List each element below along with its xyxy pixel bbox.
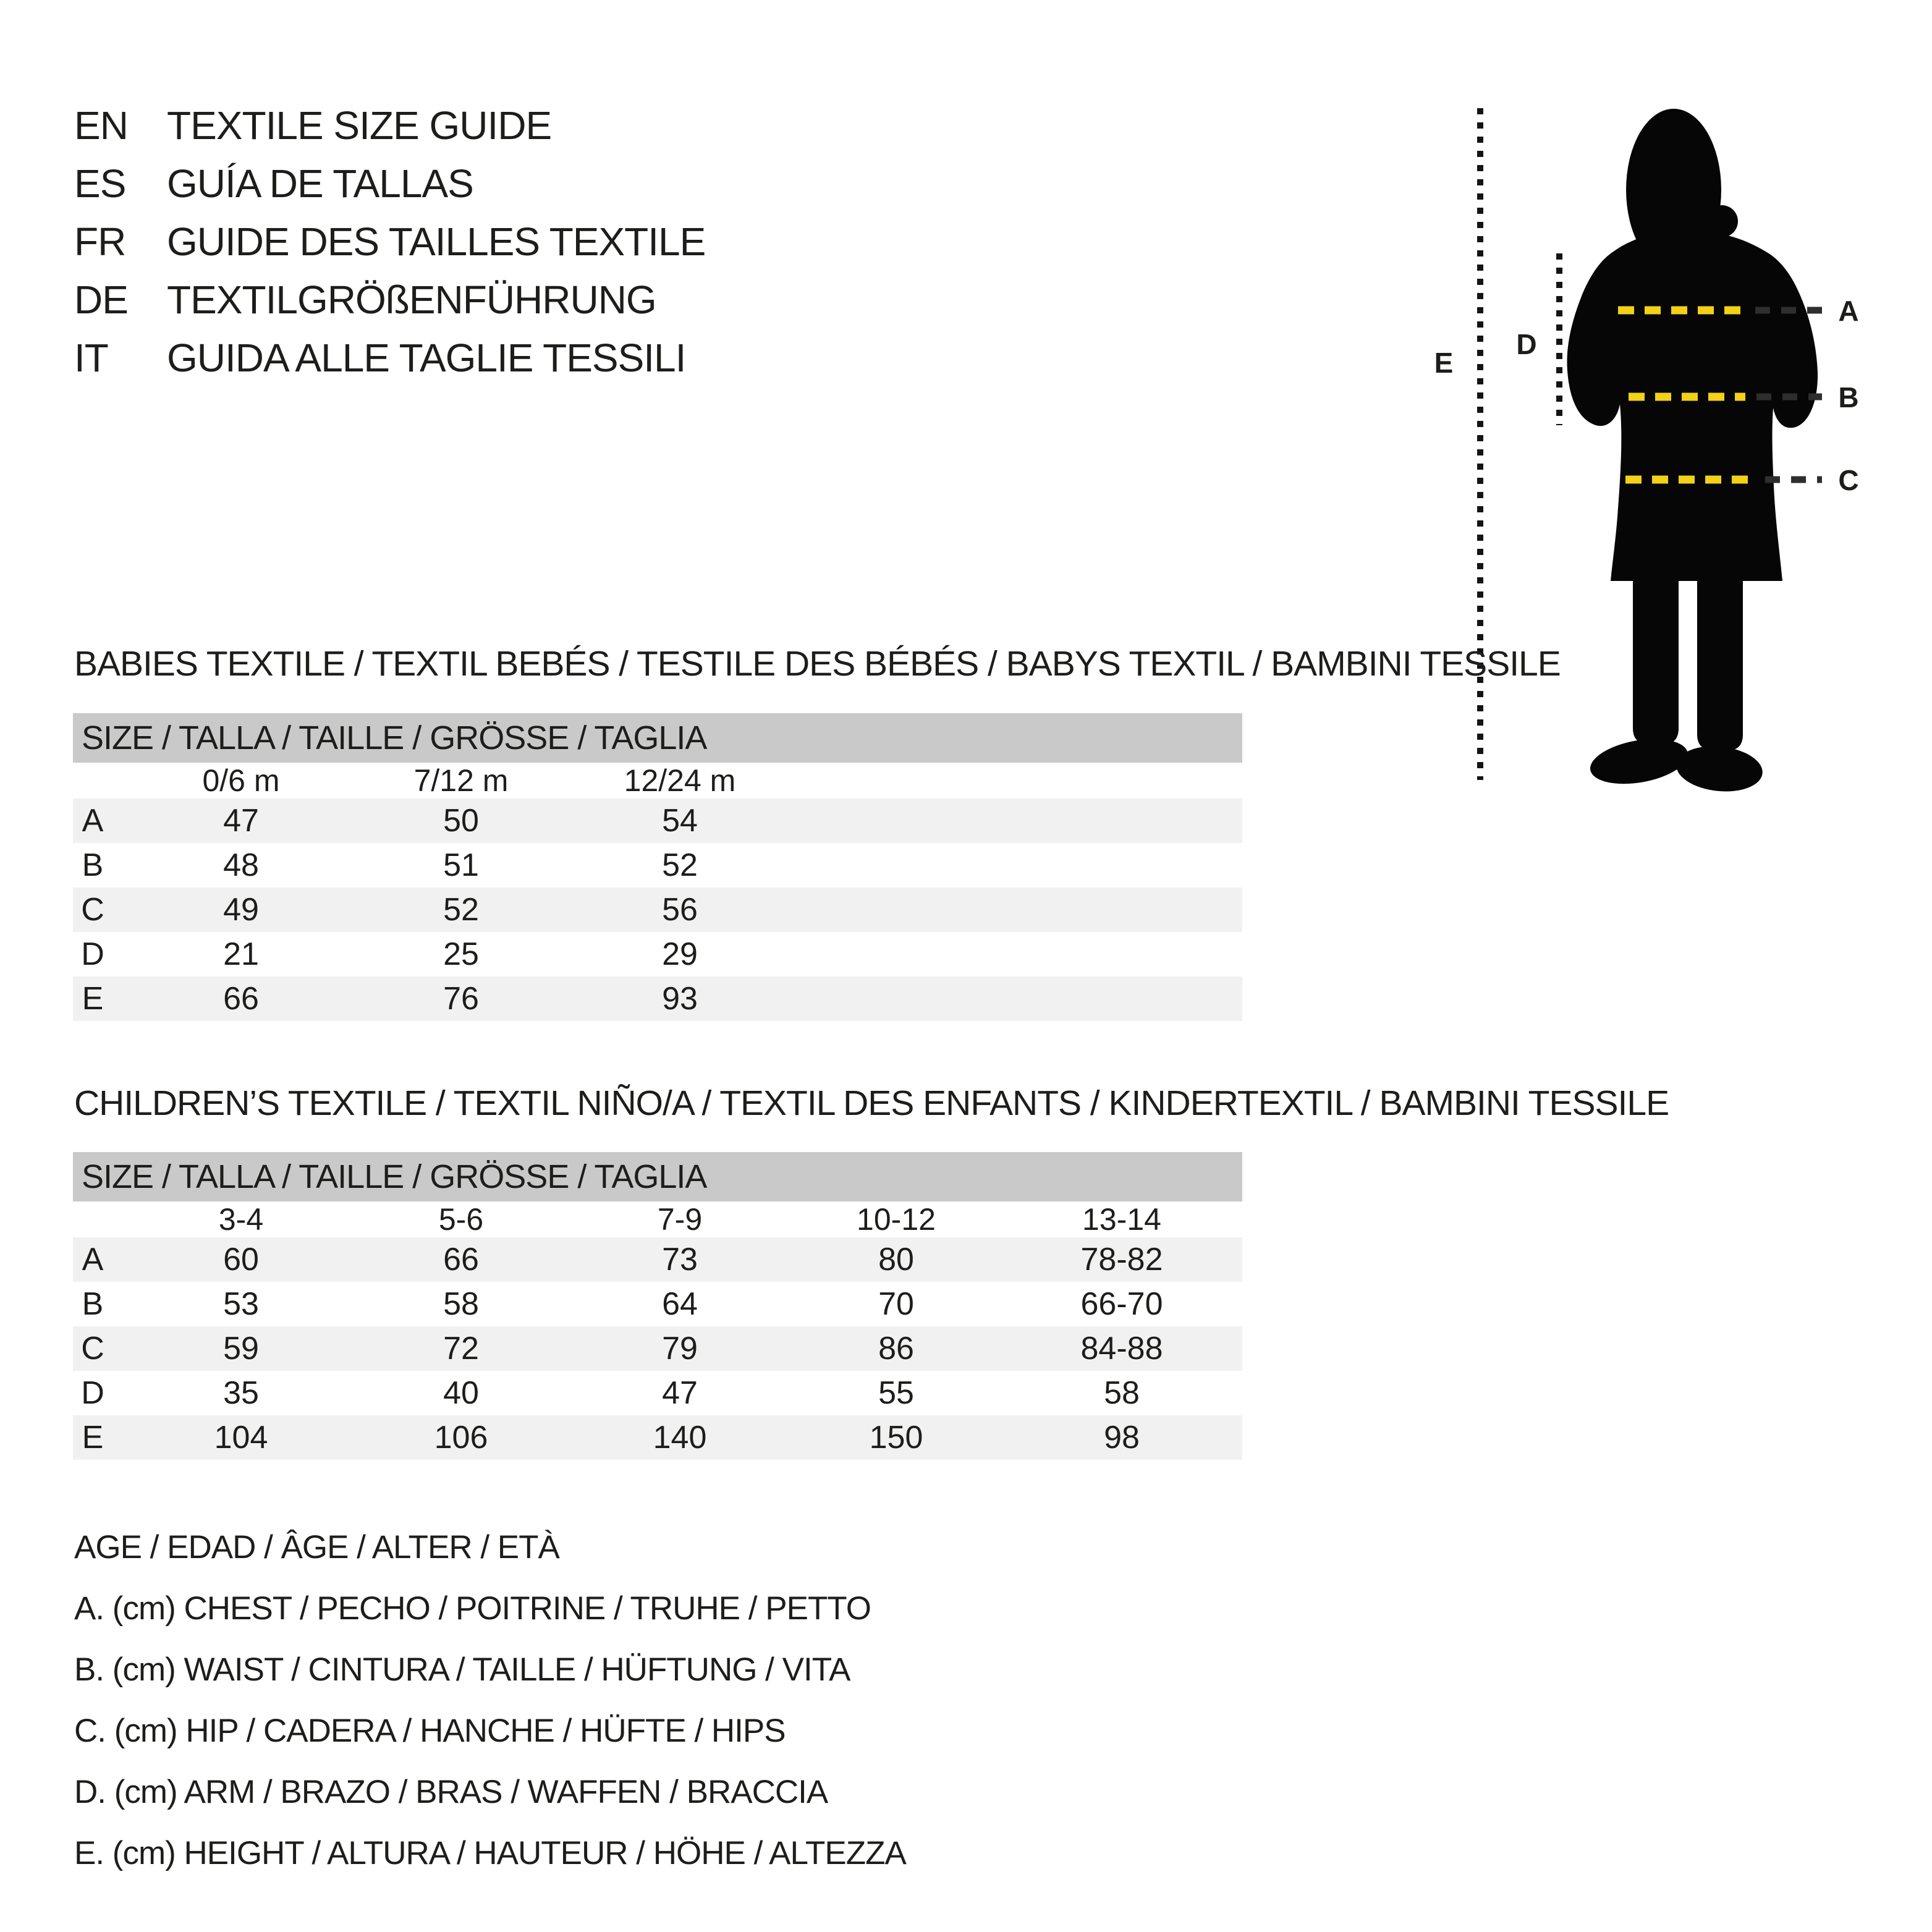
table-cell: 98	[1104, 1420, 1140, 1455]
table-cell: 50	[443, 803, 479, 839]
row-label: B	[82, 847, 104, 883]
table-cell: 47	[662, 1375, 698, 1411]
table-cell: 93	[662, 981, 698, 1017]
row-label: E	[82, 1420, 104, 1455]
table-cell: 66	[223, 981, 259, 1017]
table-cell: 48	[223, 847, 259, 883]
child-silhouette-figure	[1409, 74, 1932, 803]
table-cell: 104	[214, 1420, 268, 1455]
column-header: 10-12	[857, 1202, 936, 1237]
table-cell: 21	[223, 936, 259, 972]
table-cell: 55	[878, 1375, 914, 1411]
children-size-table	[73, 1152, 1242, 1460]
babies-size-header-bar	[73, 713, 1242, 763]
table-row-d	[73, 932, 1242, 977]
lang-title-es: GUÍA DE TALLAS	[167, 161, 473, 206]
table-row-a	[73, 799, 1242, 843]
legend-hip-c: C. (cm) HIP / CADERA / HANCHE / HÜFTE / HIPS	[74, 1713, 786, 1749]
figure-label-e: E	[1434, 347, 1454, 379]
table-cell: 86	[878, 1331, 914, 1366]
children-section-title: CHILDREN’S TEXTILE / TEXTIL NIÑO/A / TEXTIL DES ENFANTS / KINDERTEXTIL / BAMBINI TESSILE	[74, 1083, 1669, 1123]
table-row-e	[73, 1415, 1242, 1460]
table-cell: 72	[443, 1331, 479, 1366]
figure-label-a: A	[1838, 295, 1859, 327]
silhouette-right-leg	[1697, 575, 1743, 750]
table-cell: 29	[662, 936, 698, 972]
table-row-a	[73, 1237, 1242, 1282]
lang-row-es	[74, 155, 705, 213]
table-cell: 51	[443, 847, 479, 883]
babies-column-headers	[73, 763, 1242, 799]
table-cell: 52	[443, 892, 479, 928]
legend-chest-a: A. (cm) CHEST / PECHO / POITRINE / TRUHE / PETTO	[74, 1590, 871, 1627]
table-cell: 53	[223, 1286, 259, 1322]
table-cell: 25	[443, 936, 479, 972]
legend-height-e: E. (cm) HEIGHT / ALTURA / HAUTEUR / HÖHE / ALTEZZA	[74, 1835, 906, 1871]
legend-arm-d: D. (cm) ARM / BRAZO / BRAS / WAFFEN / BRACCIA	[74, 1774, 828, 1810]
table-row-b	[73, 843, 1242, 888]
children-size-header-bar	[73, 1152, 1242, 1201]
table-cell: 35	[223, 1375, 259, 1411]
lang-title-en: TEXTILE SIZE GUIDE	[167, 103, 552, 148]
table-cell: 54	[662, 803, 698, 839]
table-cell: 106	[434, 1420, 488, 1455]
lang-code-it: IT	[74, 336, 108, 380]
lang-title-de: TEXTILGRÖßENFÜHRUNG	[167, 278, 656, 322]
lang-row-fr	[74, 213, 705, 271]
babies-section-title: BABIES TEXTILE / TEXTIL BEBÉS / TESTILE DES BÉBÉS / BABYS TEXTIL / BAMBINI TESSILE	[74, 644, 1561, 684]
table-cell: 150	[869, 1420, 923, 1455]
row-label: D	[81, 1375, 104, 1411]
lang-row-en	[74, 96, 705, 155]
children-size-header-label: SIZE / TALLA / TAILLE / GRÖSSE / TAGLIA	[82, 1158, 707, 1195]
row-label: E	[82, 981, 104, 1017]
language-title-block	[74, 96, 705, 387]
table-cell: 58	[443, 1286, 479, 1322]
table-cell: 76	[443, 981, 479, 1017]
silhouette-left-shoe	[1587, 732, 1691, 791]
figure-label-d: D	[1516, 328, 1537, 360]
legend-waist-b: B. (cm) WAIST / CINTURA / TAILLE / HÜFTUNG / VITA	[74, 1651, 850, 1688]
lang-code-es: ES	[74, 161, 126, 206]
silhouette-left-leg	[1633, 575, 1679, 744]
table-cell: 79	[662, 1331, 698, 1366]
table-cell: 64	[662, 1286, 698, 1322]
row-label: B	[82, 1286, 104, 1322]
lang-title-it: GUIDA ALLE TAGLIE TESSILI	[167, 336, 686, 380]
row-label: C	[81, 892, 104, 928]
column-header: 13-14	[1082, 1202, 1161, 1237]
column-header: 5-6	[438, 1202, 484, 1237]
babies-size-header-label: SIZE / TALLA / TAILLE / GRÖSSE / TAGLIA	[82, 719, 707, 756]
table-cell: 140	[653, 1420, 707, 1455]
table-cell: 66	[443, 1242, 479, 1277]
lang-row-it	[74, 329, 705, 387]
lang-code-en: EN	[74, 103, 128, 148]
lang-code-fr: FR	[74, 219, 126, 264]
table-cell: 59	[223, 1331, 259, 1366]
column-header: 3-4	[218, 1202, 264, 1237]
legend-age: AGE / EDAD / ÂGE / ALTER / ETÀ	[74, 1529, 559, 1566]
table-row-c	[73, 1326, 1242, 1371]
lang-row-de	[74, 271, 705, 329]
table-row-e	[73, 977, 1242, 1021]
column-header: 7/12 m	[413, 763, 509, 798]
silhouette-right-shoe	[1674, 742, 1765, 795]
table-row-d	[73, 1371, 1242, 1415]
table-cell: 66-70	[1080, 1286, 1163, 1322]
column-header: 0/6 m	[202, 763, 280, 798]
table-cell: 56	[662, 892, 698, 928]
table-cell: 52	[662, 847, 698, 883]
silhouette-ear	[1706, 205, 1738, 237]
row-label: A	[82, 803, 104, 839]
silhouette-body	[1567, 232, 1818, 581]
table-cell: 40	[443, 1375, 479, 1411]
table-cell: 49	[223, 892, 259, 928]
table-cell: 73	[662, 1242, 698, 1277]
figure-label-c: C	[1838, 464, 1859, 496]
table-row-c	[73, 888, 1242, 932]
table-row-b	[73, 1282, 1242, 1326]
table-cell: 84-88	[1080, 1331, 1163, 1366]
figure-label-b: B	[1838, 381, 1859, 413]
babies-size-table	[73, 713, 1242, 1021]
table-cell: 60	[223, 1242, 259, 1277]
column-header: 7-9	[657, 1202, 703, 1237]
table-cell: 80	[878, 1242, 914, 1277]
lang-code-de: DE	[74, 278, 128, 322]
column-header: 12/24 m	[624, 763, 736, 798]
lang-title-fr: GUIDE DES TAILLES TEXTILE	[167, 219, 706, 264]
table-cell: 58	[1104, 1375, 1140, 1411]
row-label: A	[82, 1242, 104, 1277]
table-cell: 70	[878, 1286, 914, 1322]
table-cell: 47	[223, 803, 259, 839]
row-label: C	[81, 1331, 104, 1366]
child-silhouette	[1567, 109, 1818, 795]
row-label: D	[81, 936, 104, 972]
measurement-legend	[74, 1529, 906, 1896]
table-cell: 78-82	[1080, 1242, 1163, 1277]
children-column-headers	[73, 1201, 1242, 1237]
